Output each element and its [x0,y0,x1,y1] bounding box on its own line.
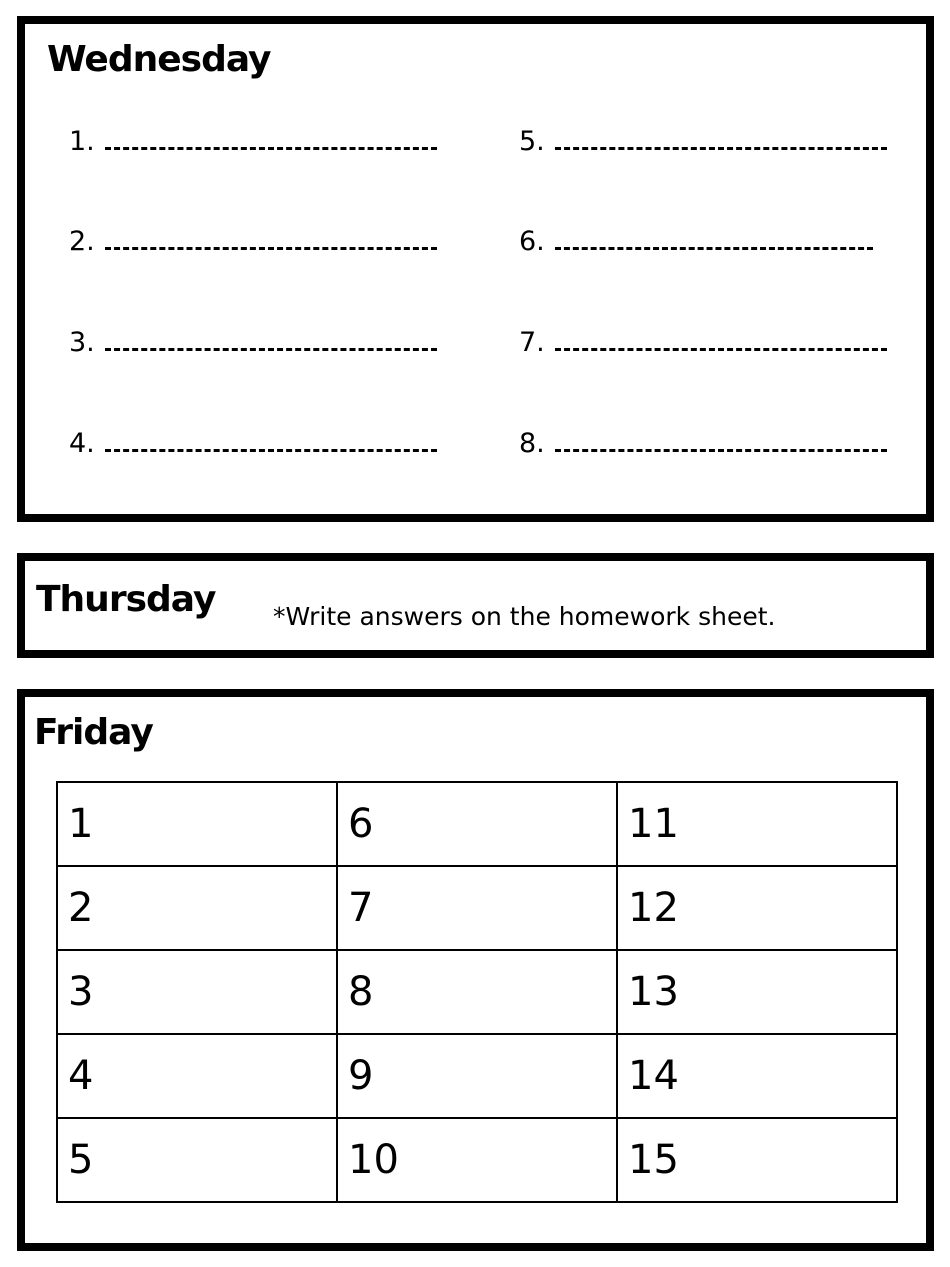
wednesday-title: Wednesday [47,39,271,80]
item-number: 5. [519,126,545,157]
table-row [57,950,897,1034]
wednesday-item-3 [69,329,437,356]
answer-cell[interactable]: 15 [617,1118,897,1202]
wednesday-item-1 [69,128,437,155]
answer-cell[interactable]: 8 [337,950,617,1034]
wednesday-item-8 [519,430,887,457]
item-number: 8. [519,428,545,459]
table-row [57,1034,897,1118]
answer-cell[interactable]: 4 [57,1034,337,1118]
answer-cell[interactable]: 3 [57,950,337,1034]
answer-cell[interactable]: 2 [57,866,337,950]
answer-blank[interactable] [105,247,437,250]
wednesday-item-5 [519,128,887,155]
wednesday-item-2 [69,228,437,255]
item-number: 1. [69,126,95,157]
answer-cell[interactable]: 12 [617,866,897,950]
thursday-title: Thursday [36,579,216,620]
answer-blank[interactable] [105,348,437,351]
answer-blank[interactable] [105,449,437,452]
answer-cell[interactable]: 1 [57,782,337,866]
table-row [57,866,897,950]
friday-title: Friday [34,712,153,753]
wednesday-item-4 [69,430,437,457]
answer-blank[interactable] [105,147,437,150]
wednesday-item-7 [519,329,887,356]
wednesday-section [17,16,934,522]
thursday-instruction: *Write answers on the homework sheet. [273,602,776,631]
item-number: 2. [69,226,95,257]
item-number: 6. [519,226,545,257]
answer-cell[interactable]: 5 [57,1118,337,1202]
answer-cell[interactable]: 10 [337,1118,617,1202]
answer-cell[interactable]: 6 [337,782,617,866]
answer-cell[interactable]: 9 [337,1034,617,1118]
answer-blank[interactable] [555,449,887,452]
wednesday-item-6 [519,228,873,255]
item-number: 3. [69,327,95,358]
answer-blank[interactable] [555,147,887,150]
answer-blank[interactable] [555,247,873,250]
friday-section [17,689,934,1251]
answer-cell[interactable]: 14 [617,1034,897,1118]
table-row [57,1118,897,1202]
item-number: 7. [519,327,545,358]
answer-cell[interactable]: 11 [617,782,897,866]
answer-blank[interactable] [555,348,887,351]
item-number: 4. [69,428,95,459]
table-row [57,782,897,866]
answer-cell[interactable]: 7 [337,866,617,950]
friday-answer-grid [56,781,898,1203]
thursday-section [17,553,934,658]
answer-cell[interactable]: 13 [617,950,897,1034]
